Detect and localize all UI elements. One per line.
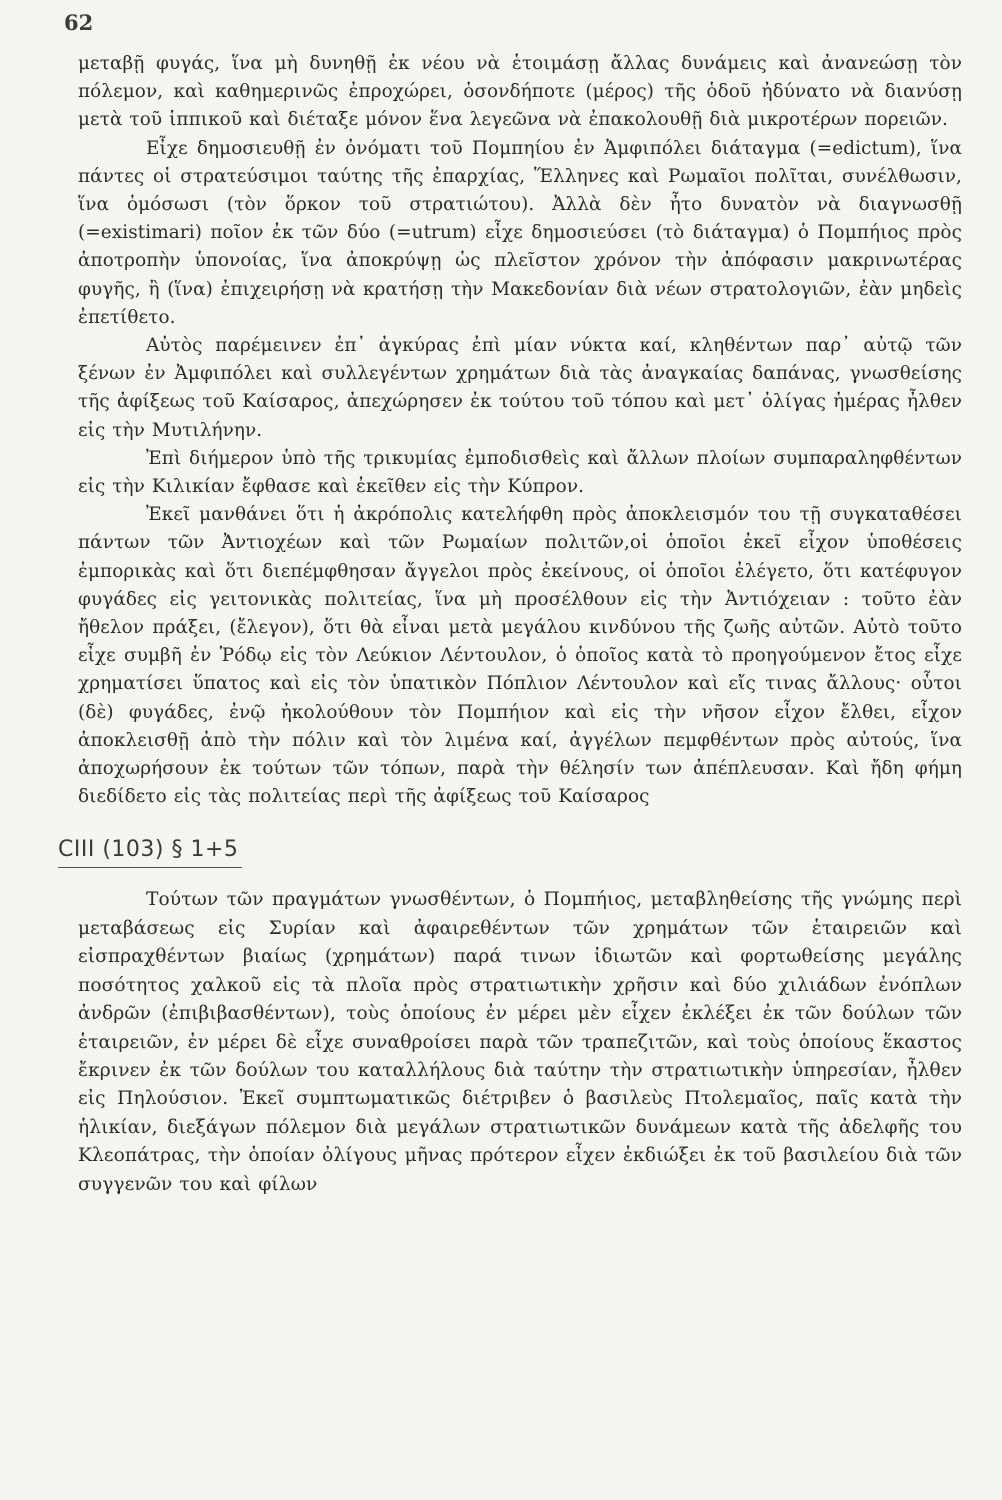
section-heading: CIII (103) § 1+5: [58, 833, 242, 868]
paragraph: Εἶχε δημοσιευθῇ ἐν ὀνόματι τοῦ Πομπηίου ἐν Ἀμφιπόλει διάταγμα (=edictum), ἵνα πάντες οἱ στρατεύσιμοι ταύτης τῆς ἐπαρχίας, Ἕλληνες καὶ Ρωμαῖοι πολῖται, συνέλθωσιν, ἵνα ὁμόσωσι (τὸν ὅρκον τοῦ στρατιώτου). Ἀλλὰ δὲν ἦτο δυνατὸν νὰ διαγνωσθῇ (=existimari) ποῖον ἐκ τῶν δύο (=utrum) εἶχε δημοσιεύσει (τὸ διάταγμα) ὁ Πομπήιος πρὸς ἀποτροπὴν ὑπονοίας, ἵνα ἀποκρύψῃ ὡς πλεῖστον χρόνον τὴν ἀπόφασιν μακρινωτέρας φυγῆς, ἢ (ἵνα) ἐπιχειρήσῃ νὰ κρατήσῃ τὴν Μακεδονίαν διὰ νέων στρατολογιῶν, ἐὰν μηδεὶς ἐπετίθετο.: [78, 137, 962, 328]
text-block-2: [78, 886, 962, 1198]
paragraph: μεταβῇ φυγάς, ἵνα μὴ δυνηθῇ ἐκ νέου νὰ ἑτοιμάσῃ ἄλλας δυνάμεις καὶ ἀνανεώσῃ τὸν πόλεμον, καὶ καθημερινῶς ἐπροχώρει, ὁσονδήποτε (μέρος) τῆς ὁδοῦ ἠδύνατο νὰ διανύσῃ μετὰ τοῦ ἱππικοῦ καὶ διέταξε μόνον ἕνα λεγεῶνα νὰ ἐπακολουθῇ διὰ μικροτέρων πορειῶν.: [78, 53, 962, 131]
paragraph: Τούτων τῶν πραγμάτων γνωσθέντων, ὁ Πομπήιος, μεταβληθείσης τῆς γνώμης περὶ μεταβάσεως εἰς Συρίαν καὶ ἀφαιρεθέντων τῶν χρημάτων τῶν ἑταιρειῶν καὶ εἰσπραχθέντων βιαίως (χρημάτων) παρά τινων ἰδιωτῶν καὶ φορτωθείσης μεγάλης ποσότητος χαλκοῦ εἰς τὰ πλοῖα πρὸς στρατιωτικὴν χρῆσιν καὶ δύο χιλιάδων ἐνόπλων ἀνδρῶν (ἐπιβιβασθέντων), τοὺς ὁποίους ἐν μέρει μὲν εἶχεν ἐκλέξει ἐκ τῶν δούλων τῶν ἑταιρειῶν, ἐν μέρει δὲ εἶχε συναθροίσει παρὰ τῶν τραπεζιτῶν, καὶ τοὺς ὁποίους ἕκαστος ἔκρινεν ἐκ τῶν δούλων του καταλλήλους διὰ ταύτην τὴν στρατιωτικὴν ὑπηρεσίαν, ἦλθεν εἰς Πηλούσιον. Ἐκεῖ συμπτωματικῶς διέτριβεν ὁ βασιλεὺς Πτολεμαῖος, παῖς κατὰ τὴν ἡλικίαν, διεξάγων πόλεμον διὰ μεγάλων στρατιωτικῶν δυνάμεων κατὰ τῆς ἀδελφῆς του Κλεοπάτρας, τὴν ὁποίαν ὀλίγους μῆνας πρότερον εἶχεν ἐκδιώξει ἐκ τοῦ βασιλείου διὰ τῶν συγγενῶν του καὶ φίλων: [78, 889, 962, 1195]
paragraph: Ἐπὶ διήμερον ὑπὸ τῆς τρικυμίας ἐμποδισθεὶς καὶ ἄλλων πλοίων συμπαραληφθέντων εἰς τὴν Κιλικίαν ἔφθασε καὶ ἐκεῖθεν εἰς τὴν Κύπρον.: [78, 447, 962, 498]
paragraph: Ἐκεῖ μανθάνει ὅτι ἡ ἀκρόπολις κατελήφθη πρὸς ἀποκλεισμόν του τῇ συγκαταθέσει πάντων τῶν Ἀντιοχέων καὶ τῶν Ρωμαίων πολιτῶν,οἱ ὁποῖοι ἐκεῖ εἶχον ὑποθέσεις ἐμπορικὰς καὶ ὅτι διεπέμφθησαν ἄγγελοι πρὸς ἐκείνους, οἱ ὁποῖοι ἐλέγετο, ὅτι κατέφυγον φυγάδες εἰς γειτονικὰς πολιτείας, ἵνα μὴ προσέλθουν εἰς τὴν Ἀντιόχειαν : τοῦτο ἐὰν ἤθελον πράξει, (ἔλεγον), ὅτι θὰ εἶναι μετὰ μεγάλου κινδύνου τῆς ζωῆς αὐτῶν. Αὐτὸ τοῦτο εἶχε συμβῆ ἐν Ῥόδῳ εἰς τὸν Λεύκιον Λέντουλον, ὁ ὁποῖος κατὰ τὸ προηγούμενον ἔτος εἶχε χρηματίσει ὕπατος καὶ εἰς τὸν ὑπατικὸν Πόπλιον Λέντουλον καὶ εἴς τινας ἄλλους· οὗτοι (δὲ) φυγάδες, ἐνῷ ἠκολούθουν τὸν Πομπήιον καὶ εἰς τὴν νῆσον εἶχον ἔλθει, εἶχον ἀποκλεισθῇ ἀπὸ τὴν πόλιν καὶ τὸν λιμένα καί, ἀγγέλων πεμφθέντων πρὸς αὐτούς, ἵνα ἀποχωρήσουν ἐκ τούτων τῶν τόπων, παρὰ τὴν θέλησίν των ἀπέπλευσαν. Καὶ ἤδη φήμη διεδίδετο εἰς τὰς πολιτείας περὶ τῆς ἀφίξεως τοῦ Καίσαρος: [78, 504, 962, 808]
paragraph: Αὐτὸς παρέμεινεν ἐπ᾽ ἀγκύρας ἐπὶ μίαν νύκτα καί, κληθέντων παρ᾽ αὐτῷ τῶν ξένων ἐν Ἀμφιπόλει καὶ συλλεγέντων χρημάτων διὰ τὰς ἀναγκαίας δαπάνας, γνωσθείσης τῆς ἀφίξεως τοῦ Καίσαρος, ἀπεχώρησεν ἐκ τούτου τοῦ τόπου καὶ μετ᾽ ὀλίγας ἡμέρας ἦλθεν εἰς τὴν Μυτιλήνην.: [78, 335, 962, 441]
page-number: 62: [64, 10, 94, 35]
text-block-1: [78, 50, 962, 811]
